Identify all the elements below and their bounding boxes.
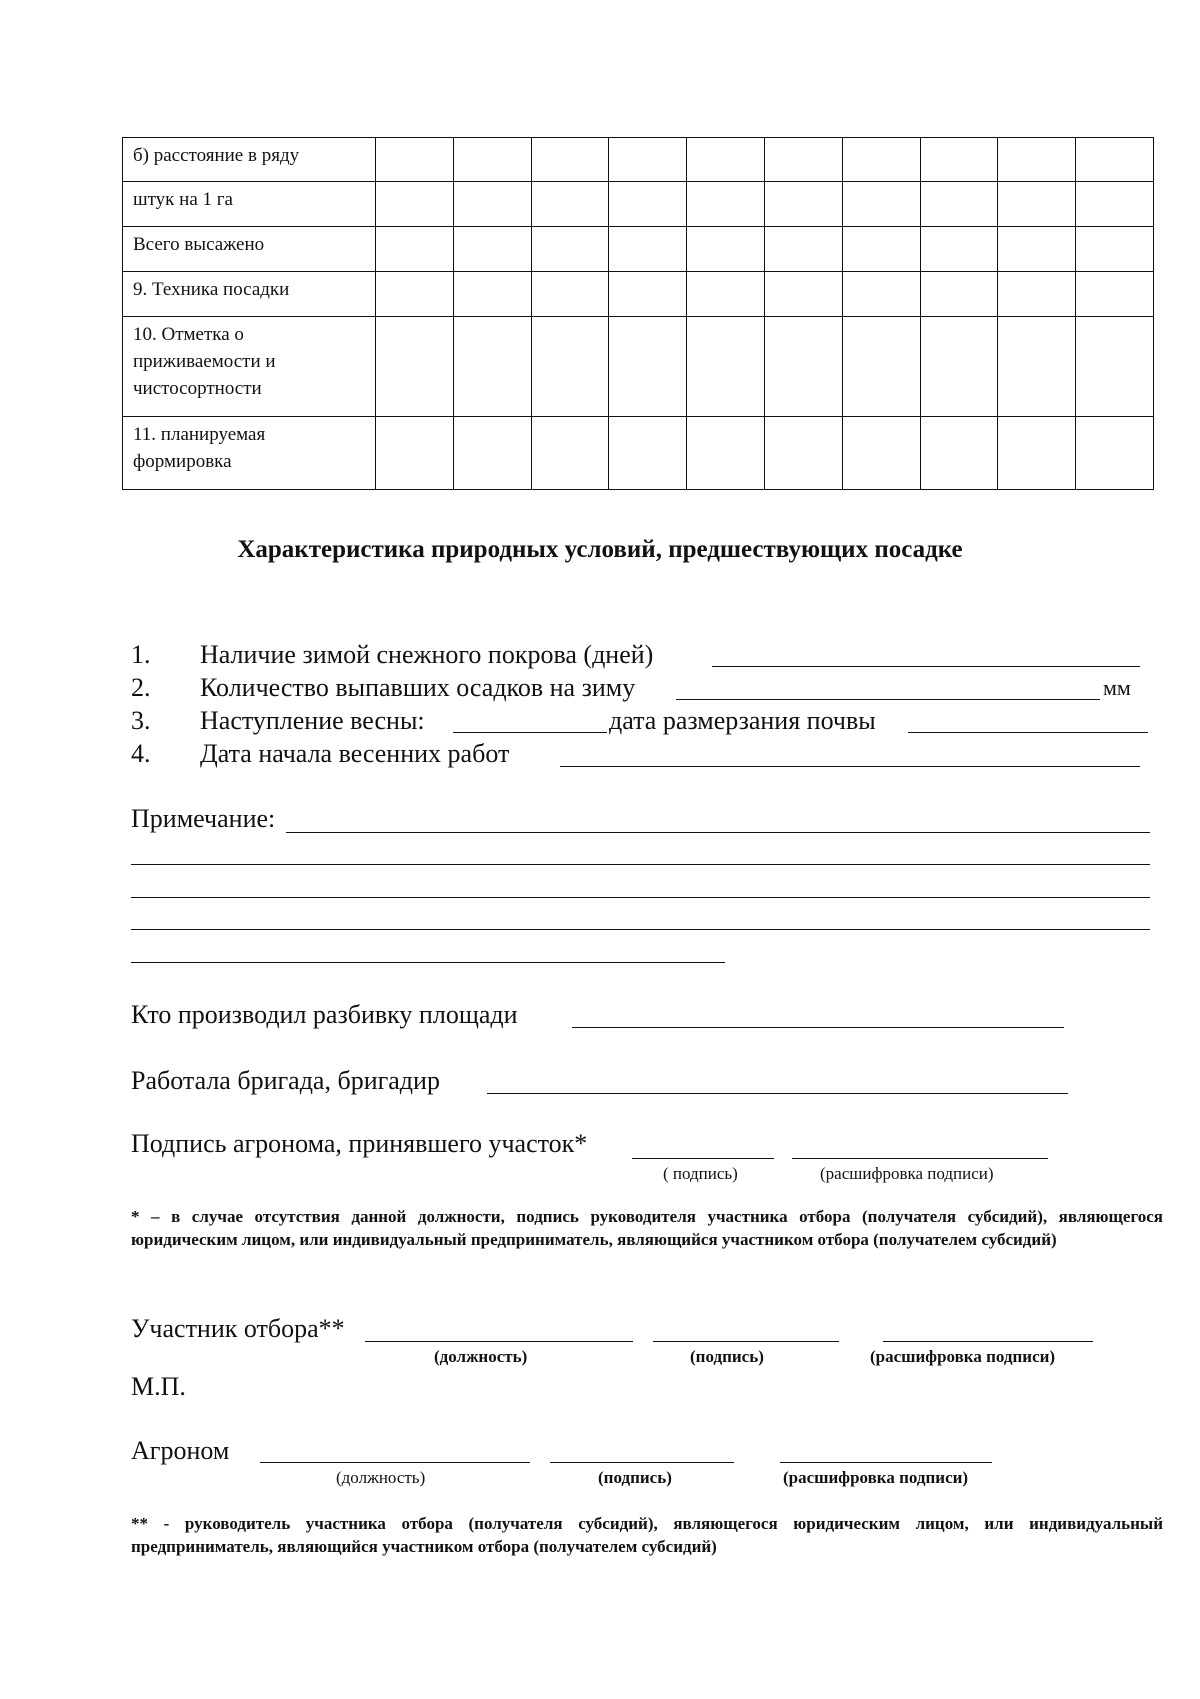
table-cell[interactable] bbox=[453, 272, 531, 317]
table-cell[interactable] bbox=[609, 227, 687, 272]
table-cell[interactable] bbox=[453, 417, 531, 490]
row-label: 9. Техника посадки bbox=[123, 272, 376, 317]
item2-num: 2. bbox=[131, 673, 151, 702]
agronom-label: Агроном bbox=[131, 1436, 230, 1465]
agronom-dolzhnost-caption: (должность) bbox=[336, 1468, 426, 1487]
table-cell[interactable] bbox=[531, 138, 609, 182]
row-label: б) расстояние в ряду bbox=[123, 138, 376, 182]
note-label: Примечание: bbox=[131, 804, 276, 833]
table-cell[interactable] bbox=[764, 272, 842, 317]
razbivka-label: Кто производил разбивку площади bbox=[131, 1000, 518, 1029]
table-cell[interactable] bbox=[609, 317, 687, 417]
agronom-rasshifrovka-caption: (расшифровка подписи) bbox=[783, 1468, 969, 1487]
table-cell[interactable] bbox=[531, 272, 609, 317]
agronom-podpis-blank[interactable] bbox=[550, 1462, 734, 1463]
table-row bbox=[123, 272, 1154, 317]
item4-blank[interactable] bbox=[560, 766, 1140, 767]
table-cell[interactable] bbox=[531, 417, 609, 490]
footnote-1: * – в случае отсутствия данной должности, подпись руководителя участника отбора (получателя субсидий), являющегося юридическим лицом, или индивидуальный предприниматель, являющийся участником отбора (получателем субсидий) bbox=[131, 1207, 1163, 1249]
section-heading: Характеристика природных условий, предшествующих посадке bbox=[237, 536, 963, 563]
item2-text: Количество выпавших осадков на зиму bbox=[200, 673, 636, 702]
table-cell[interactable] bbox=[920, 182, 998, 227]
table-cell[interactable] bbox=[687, 138, 765, 182]
table-cell[interactable] bbox=[998, 227, 1076, 272]
table-cell[interactable] bbox=[376, 317, 454, 417]
note-line-1[interactable] bbox=[286, 832, 1150, 833]
table-cell[interactable] bbox=[764, 317, 842, 417]
agronom-sign-rasshifrovka-blank[interactable] bbox=[792, 1158, 1048, 1159]
participant-dolzhnost-caption: (должность) bbox=[434, 1347, 528, 1366]
item4-num: 4. bbox=[131, 739, 151, 768]
table-cell[interactable] bbox=[920, 417, 998, 490]
table-cell[interactable] bbox=[920, 272, 998, 317]
table-cell[interactable] bbox=[842, 317, 920, 417]
item1-num: 1. bbox=[131, 640, 151, 669]
note-line-5[interactable] bbox=[131, 962, 725, 963]
table-cell[interactable] bbox=[842, 138, 920, 182]
item3-blank-thaw[interactable] bbox=[908, 732, 1148, 733]
agronom-sign-rasshifrovka-caption: (расшифровка подписи) bbox=[820, 1164, 994, 1183]
table-cell[interactable] bbox=[453, 227, 531, 272]
table-cell[interactable] bbox=[920, 227, 998, 272]
razbivka-blank[interactable] bbox=[572, 1027, 1064, 1028]
item3-blank-spring[interactable] bbox=[453, 732, 607, 733]
table-cell[interactable] bbox=[920, 317, 998, 417]
row-label: 11. планируемая формировка bbox=[123, 417, 376, 490]
table-cell[interactable] bbox=[842, 182, 920, 227]
agronom-rasshifrovka-blank[interactable] bbox=[780, 1462, 992, 1463]
table-row bbox=[123, 182, 1154, 227]
item1-text: Наличие зимой снежного покрова (дней) bbox=[200, 640, 654, 669]
table-cell[interactable] bbox=[998, 272, 1076, 317]
table-cell[interactable] bbox=[687, 272, 765, 317]
table-cell[interactable] bbox=[453, 138, 531, 182]
table-row bbox=[123, 138, 1154, 182]
table-cell[interactable] bbox=[609, 272, 687, 317]
footnote-2: ** - руководитель участника отбора (получателя субсидий), являющегося юридическим лицом, или индивидуальный предприниматель, являющийся участником отбора (получателем субсидий) bbox=[131, 1514, 1163, 1556]
row-label: Всего высажено bbox=[123, 227, 376, 272]
table-row bbox=[123, 417, 1154, 490]
participant-rasshifrovka-caption: (расшифровка подписи) bbox=[870, 1347, 1056, 1366]
item3-text: Наступление весны: bbox=[200, 706, 425, 735]
agronom-dolzhnost-blank[interactable] bbox=[260, 1462, 530, 1463]
table-cell[interactable] bbox=[998, 417, 1076, 490]
table-cell[interactable] bbox=[376, 272, 454, 317]
participant-label: Участник отбора** bbox=[131, 1314, 345, 1343]
participant-rasshifrovka-blank[interactable] bbox=[883, 1341, 1093, 1342]
table-cell[interactable] bbox=[1076, 272, 1154, 317]
table-cell[interactable] bbox=[1076, 317, 1154, 417]
row-label: штук на 1 га bbox=[123, 182, 376, 227]
table-cell[interactable] bbox=[764, 182, 842, 227]
table-cell[interactable] bbox=[842, 227, 920, 272]
table-cell[interactable] bbox=[687, 417, 765, 490]
note-line-2[interactable] bbox=[131, 864, 1150, 865]
item3-num: 3. bbox=[131, 706, 151, 735]
table-cell[interactable] bbox=[920, 138, 998, 182]
item2-unit: мм bbox=[1103, 675, 1131, 700]
table-cell[interactable] bbox=[609, 417, 687, 490]
mp-label: М.П. bbox=[131, 1372, 186, 1401]
agronom-sign-podpis-blank[interactable] bbox=[632, 1158, 774, 1159]
table-row bbox=[123, 317, 1154, 417]
table-cell[interactable] bbox=[998, 182, 1076, 227]
note-line-3[interactable] bbox=[131, 897, 1150, 898]
table-cell[interactable] bbox=[1076, 227, 1154, 272]
table-cell[interactable] bbox=[764, 417, 842, 490]
table-cell[interactable] bbox=[998, 138, 1076, 182]
table-cell[interactable] bbox=[376, 138, 454, 182]
table-cell[interactable] bbox=[453, 317, 531, 417]
table-cell[interactable] bbox=[453, 182, 531, 227]
table-cell[interactable] bbox=[687, 182, 765, 227]
brigada-blank[interactable] bbox=[487, 1093, 1068, 1094]
agronom-sign-podpis-caption: ( подпись) bbox=[663, 1164, 738, 1183]
agronom-podpis-caption: (подпись) bbox=[598, 1468, 672, 1487]
table-cell[interactable] bbox=[376, 417, 454, 490]
participant-podpis-blank[interactable] bbox=[653, 1341, 839, 1342]
table-cell[interactable] bbox=[842, 417, 920, 490]
table-cell[interactable] bbox=[376, 227, 454, 272]
participant-podpis-caption: (подпись) bbox=[690, 1347, 764, 1366]
table-cell[interactable] bbox=[687, 227, 765, 272]
table-cell[interactable] bbox=[531, 317, 609, 417]
table-cell[interactable] bbox=[764, 227, 842, 272]
item4-text: Дата начала весенних работ bbox=[200, 739, 510, 768]
table-row bbox=[123, 227, 1154, 272]
note-line-4[interactable] bbox=[131, 929, 1150, 930]
table-cell[interactable] bbox=[376, 182, 454, 227]
table-cell[interactable] bbox=[764, 138, 842, 182]
brigada-label: Работала бригада, бригадир bbox=[131, 1066, 440, 1095]
table-cell[interactable] bbox=[609, 182, 687, 227]
agronom-sign-label: Подпись агронома, принявшего участок* bbox=[131, 1129, 588, 1158]
table-cell[interactable] bbox=[842, 272, 920, 317]
table-cell[interactable] bbox=[1076, 138, 1154, 182]
participant-dolzhnost-blank[interactable] bbox=[365, 1341, 633, 1342]
table-cell[interactable] bbox=[609, 138, 687, 182]
planting-table bbox=[122, 137, 1154, 490]
item1-blank[interactable] bbox=[712, 666, 1140, 667]
table-cell[interactable] bbox=[1076, 182, 1154, 227]
row-label: 10. Отметка о приживаемости и чистосортности bbox=[123, 317, 376, 417]
table-cell[interactable] bbox=[687, 317, 765, 417]
table-cell[interactable] bbox=[531, 227, 609, 272]
item2-blank[interactable] bbox=[676, 699, 1100, 700]
table-cell[interactable] bbox=[531, 182, 609, 227]
item3-text2: дата размерзания почвы bbox=[609, 706, 876, 735]
table-cell[interactable] bbox=[1076, 417, 1154, 490]
table-cell[interactable] bbox=[998, 317, 1076, 417]
